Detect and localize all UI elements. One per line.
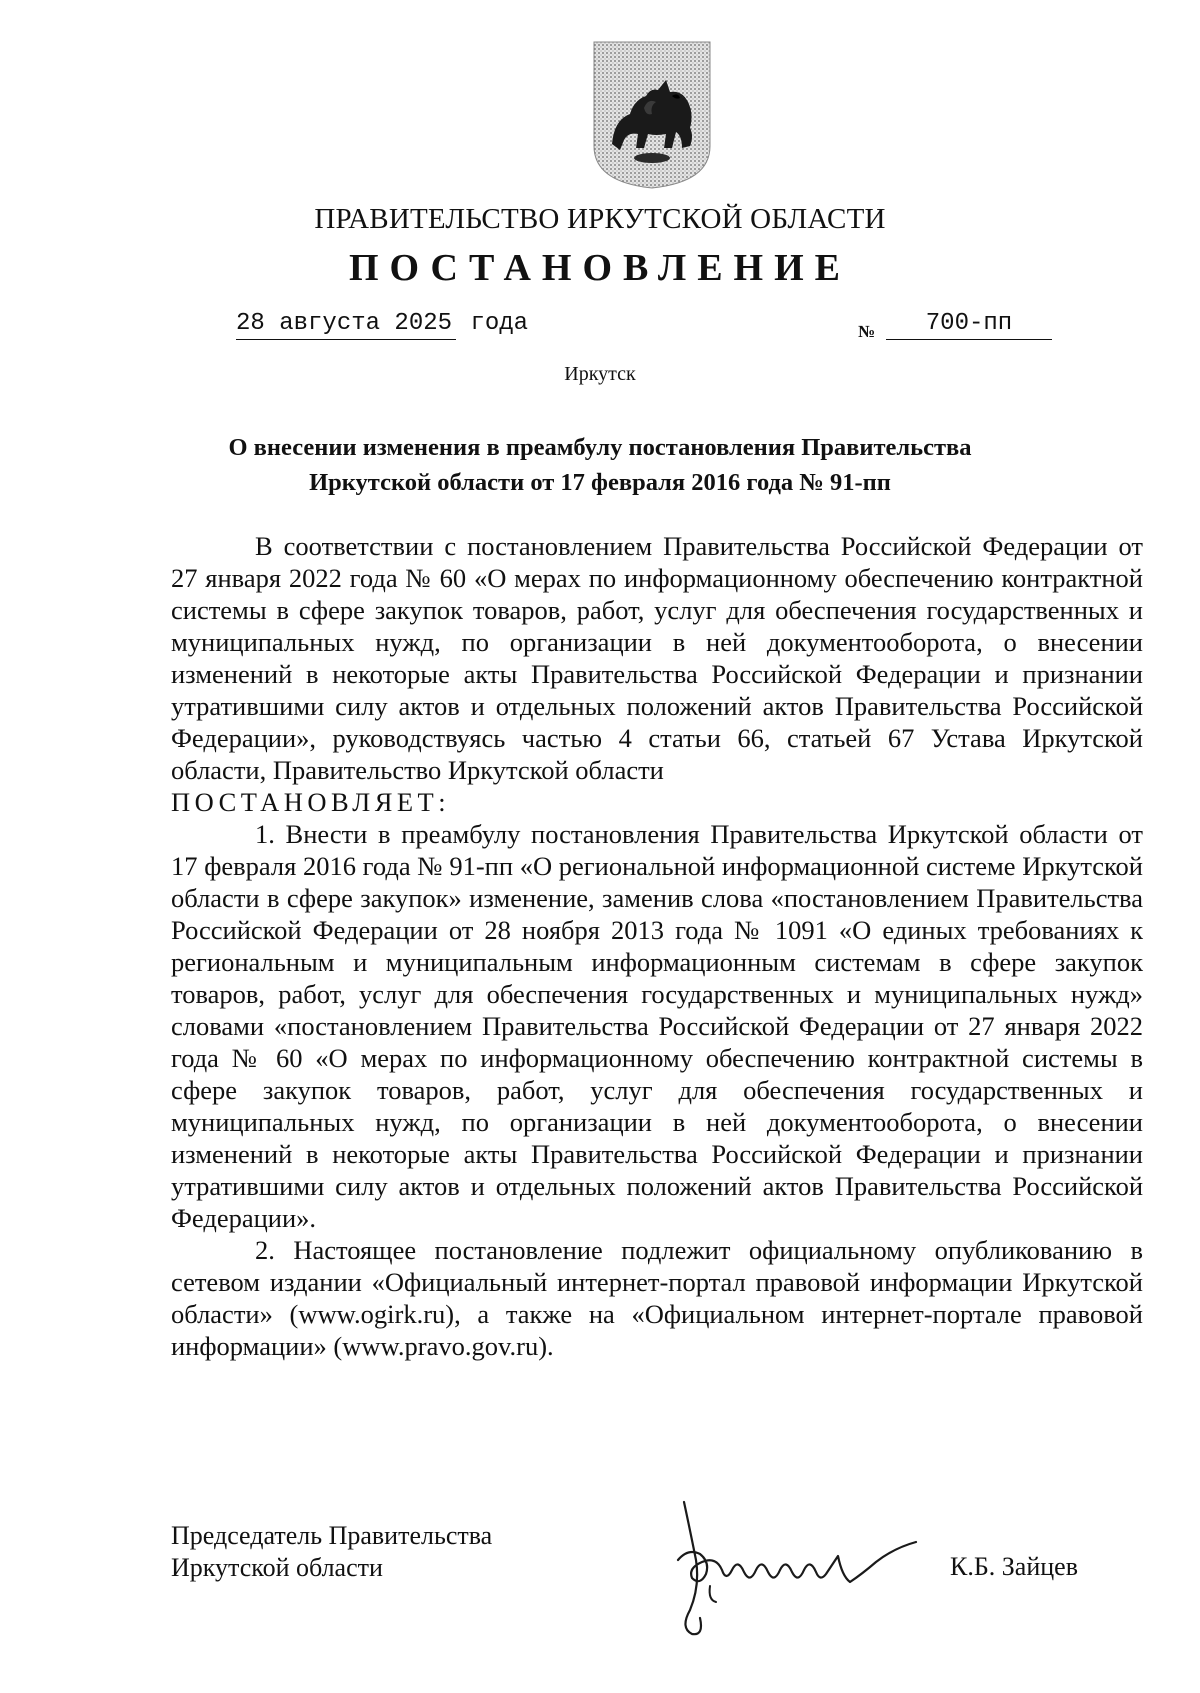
- signatory-position: [171, 1520, 492, 1584]
- document-type-title: ПОСТАНОВЛЕНИЕ: [348, 247, 852, 289]
- item-2-paragraph: 2. Настоящее постановление подлежит официальному опубликованию в сетевом издании «Официальный интернет-портал правовой информации Иркутской области» (www.ogirk.ru), а также на «Официальном интернет-портале правовой информации» (www.pravo.gov.ru).: [171, 1235, 1143, 1361]
- preamble-paragraph: В соответствии с постановлением Правительства Российской Федерации от 27 января 2022 года № 60 «О мерах по информационному обеспечению контрактной системы в сфере закупок товаров, работ, услуг для обеспечения государственных и муниципальных нужд, по организации в ней документооборота, о внесении изменений в некоторые акты Правительства Российской Федерации и признании утратившими силу актов и отдельных положений актов Правительства Российской Федерации», руководствуясь частью 4 статьи 66, статьей 67 Устава Иркутской области, Правительство Иркутской области: [171, 531, 1143, 785]
- item-1-paragraph: 1. Внести в преамбулу постановления Правительства Иркутской области от 17 февраля 2016 года № 91-пп «О региональной информационной системе Иркутской области в сфере закупок» изменение, заменив слова «постановлением Правительства Российской Федерации от 28 ноября 2013 года № 1091 «О единых требованиях к региональным и муниципальным информационным системам в сфере закупок товаров, работ, услуг для обеспечения государственных и муниципальных нужд» словами «постановлением Правительства Российской Федерации от 27 января 2022 года № 60 «О мерах по информационному обеспечению контрактной системы в сфере закупок товаров, работ, услуг для обеспечения государственных и муниципальных нужд, по организации в ней документооборота, о внесении изменений в некоторые акты Правительства Российской Федерации и признании утратившими силу актов и отдельных положений актов Правительства Российской Федерации».: [171, 819, 1143, 1233]
- number-sign: №: [858, 322, 876, 341]
- date-value: 28 августа 2025: [236, 310, 456, 340]
- position-line-1: Председатель Правительства: [171, 1521, 493, 1550]
- signatory-name: К.Б. Зайцев: [950, 1552, 1078, 1581]
- position-line-2: Иркутской области: [171, 1553, 383, 1582]
- document-subject: О внесении изменения в преамбулу постановления Правительства Иркутской области от 17 февраля 2016 года № 91-пп: [228, 434, 972, 496]
- document-city: Иркутск: [564, 363, 636, 385]
- government-title: ПРАВИТЕЛЬСТВО ИРКУТСКОЙ ОБЛАСТИ: [314, 203, 886, 235]
- date-suffix: года: [470, 310, 529, 337]
- resolves-heading: ПОСТАНОВЛЯЕТ:: [171, 787, 451, 817]
- document-date: [236, 310, 528, 340]
- handwritten-signature-icon: [670, 1490, 940, 1640]
- document-number: 700-пп: [886, 310, 1052, 340]
- document-body: [171, 530, 1143, 1362]
- coat-of-arms-icon: [590, 36, 714, 191]
